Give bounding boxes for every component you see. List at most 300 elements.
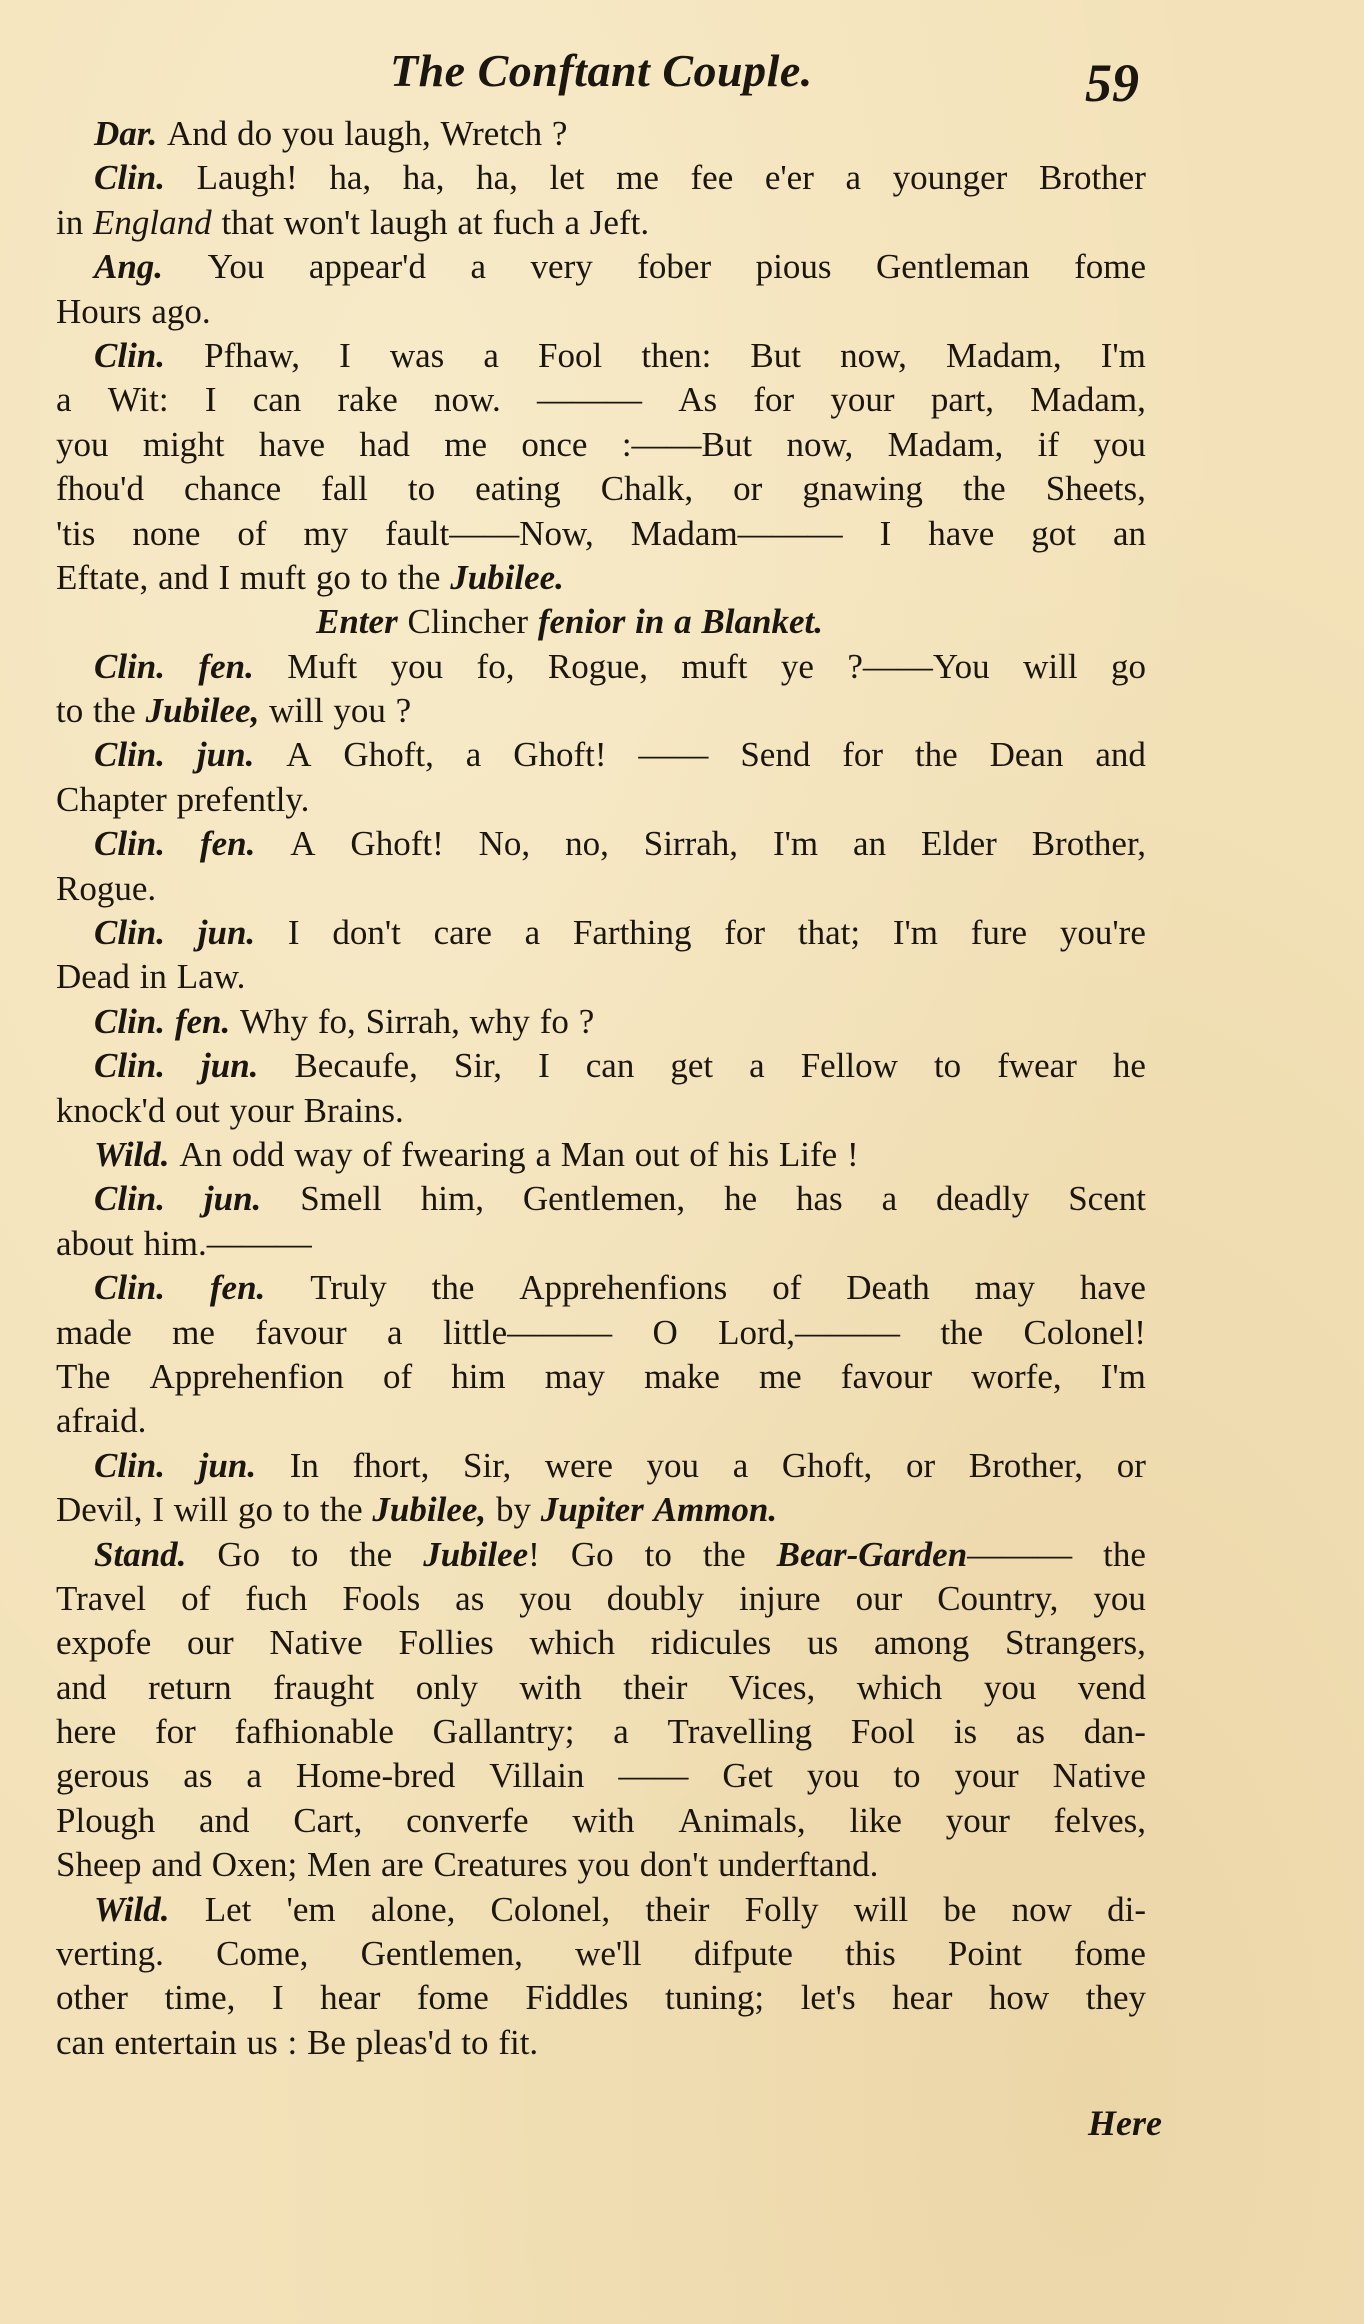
roman-text: ! bbox=[846, 1134, 859, 1174]
word bbox=[651, 1621, 772, 1665]
roman-text: to bbox=[461, 2022, 489, 2062]
word bbox=[915, 733, 958, 777]
word bbox=[718, 1843, 878, 1887]
roman-text: us bbox=[246, 2022, 278, 2062]
roman-text: go bbox=[315, 557, 351, 597]
roman-text: for bbox=[842, 735, 884, 775]
word bbox=[1107, 1888, 1146, 1932]
word bbox=[772, 1266, 801, 1310]
word bbox=[93, 689, 136, 733]
roman-text: alone, bbox=[370, 1889, 456, 1929]
text-line bbox=[56, 1444, 1146, 1488]
roman-text: now, bbox=[786, 424, 854, 464]
roman-text: deadly bbox=[936, 1179, 1030, 1219]
roman-text: Brains. bbox=[303, 1090, 404, 1130]
word bbox=[320, 1488, 363, 1532]
speaker-or-emphasis: Clin. bbox=[94, 913, 166, 953]
roman-text: have bbox=[258, 424, 325, 464]
roman-text: Brother bbox=[1038, 158, 1146, 198]
roman-text: you bbox=[983, 1667, 1037, 1707]
roman-text: Brother, bbox=[1031, 824, 1146, 864]
word bbox=[722, 1754, 773, 1798]
word bbox=[1023, 1311, 1145, 1355]
word bbox=[94, 645, 165, 689]
roman-text: afraid. bbox=[56, 1401, 147, 1441]
roman-text: or bbox=[733, 469, 763, 509]
roman-text: Country, bbox=[937, 1578, 1059, 1618]
word bbox=[291, 1533, 318, 1577]
word bbox=[997, 1044, 1077, 1088]
word bbox=[729, 1666, 815, 1710]
word bbox=[1053, 1754, 1146, 1798]
roman-text: ?——You bbox=[847, 646, 990, 686]
word bbox=[586, 1044, 635, 1088]
roman-text: way bbox=[294, 1134, 353, 1174]
word bbox=[94, 911, 165, 955]
text-line bbox=[56, 1888, 1146, 1932]
roman-text: the bbox=[431, 1268, 475, 1308]
roman-text: You bbox=[207, 247, 265, 287]
speaker-or-emphasis: a bbox=[674, 602, 692, 642]
word bbox=[421, 1177, 484, 1221]
roman-text: had bbox=[359, 424, 410, 464]
word bbox=[1111, 645, 1146, 689]
text-line bbox=[56, 1577, 1146, 1621]
roman-text: an bbox=[1112, 513, 1146, 553]
roman-text: Folly bbox=[744, 1889, 819, 1929]
speaker-or-emphasis: Clin. bbox=[94, 1179, 166, 1219]
word bbox=[344, 112, 431, 156]
word bbox=[151, 1843, 202, 1887]
word bbox=[1031, 512, 1076, 556]
word bbox=[579, 1000, 595, 1044]
roman-text: No, bbox=[478, 824, 531, 864]
roman-text: a bbox=[564, 202, 580, 242]
text-line bbox=[56, 378, 1146, 422]
roman-text: Be bbox=[307, 2022, 346, 2062]
word bbox=[637, 245, 711, 289]
roman-text: fafhionable bbox=[234, 1712, 394, 1752]
speaker-or-emphasis: Bear-Garden bbox=[776, 1534, 968, 1574]
roman-text: make bbox=[644, 1356, 720, 1396]
word bbox=[492, 201, 554, 245]
roman-text: to bbox=[933, 1046, 962, 1086]
speaker-or-emphasis: Clin. bbox=[94, 158, 166, 198]
roman-text: us bbox=[807, 1623, 839, 1663]
roman-text: Rogue. bbox=[56, 868, 157, 908]
word bbox=[601, 467, 693, 511]
roman-text: fober bbox=[637, 247, 712, 287]
roman-text: in bbox=[139, 957, 167, 997]
speaker-or-emphasis: Clin. bbox=[94, 1268, 166, 1308]
word bbox=[928, 512, 994, 556]
word bbox=[830, 378, 894, 422]
roman-text: ——— bbox=[537, 380, 642, 420]
word bbox=[361, 1932, 523, 1976]
roman-text: as bbox=[455, 1578, 485, 1618]
roman-text: you bbox=[56, 424, 109, 464]
word bbox=[144, 1222, 312, 1266]
word bbox=[733, 1444, 749, 1488]
word bbox=[753, 378, 794, 422]
roman-text: Dead bbox=[56, 957, 130, 997]
word bbox=[108, 378, 169, 422]
roman-text: Dean bbox=[989, 735, 1064, 775]
word bbox=[205, 1888, 252, 1932]
roman-text: the bbox=[702, 1534, 746, 1574]
roman-text: And bbox=[167, 114, 228, 153]
word bbox=[644, 822, 738, 866]
roman-text: of bbox=[237, 513, 267, 553]
roman-text: very bbox=[530, 247, 593, 287]
roman-text: made bbox=[56, 1312, 132, 1352]
roman-text: you bbox=[390, 646, 444, 686]
speaker-or-emphasis: jun. bbox=[198, 1445, 257, 1485]
word bbox=[287, 645, 357, 689]
word bbox=[653, 1311, 678, 1355]
speaker-or-emphasis: fen. bbox=[198, 646, 254, 686]
roman-text: a bbox=[535, 1134, 551, 1174]
word bbox=[1046, 467, 1146, 511]
word bbox=[338, 378, 398, 422]
roman-text: Sheep bbox=[56, 1845, 142, 1885]
roman-text: like bbox=[849, 1800, 902, 1840]
roman-text: I bbox=[218, 557, 231, 597]
word bbox=[851, 1710, 915, 1754]
roman-text: Clincher bbox=[407, 602, 529, 642]
word bbox=[936, 1177, 1029, 1221]
text-line bbox=[56, 867, 1146, 911]
word bbox=[94, 822, 165, 866]
roman-text: di- bbox=[1107, 1889, 1146, 1929]
roman-text: a bbox=[749, 1046, 765, 1086]
roman-text: about bbox=[56, 1223, 134, 1263]
word bbox=[955, 1754, 1019, 1798]
roman-text: Muft bbox=[287, 646, 358, 686]
roman-text: muft bbox=[239, 557, 307, 597]
word bbox=[798, 911, 860, 955]
roman-text: of bbox=[689, 1134, 719, 1174]
word bbox=[455, 1577, 484, 1621]
roman-text: Jeft. bbox=[589, 202, 650, 242]
roman-text: as bbox=[183, 1756, 213, 1796]
roman-text: if bbox=[1037, 424, 1060, 464]
roman-text: pleas'd bbox=[355, 2022, 452, 2062]
roman-text: the bbox=[914, 735, 958, 775]
word bbox=[197, 156, 298, 200]
speaker-or-emphasis: in bbox=[635, 602, 665, 642]
word bbox=[575, 1932, 642, 1976]
word bbox=[1068, 1177, 1146, 1221]
speaker-or-emphasis: Dar. bbox=[94, 114, 158, 153]
text-line bbox=[56, 112, 1146, 156]
word bbox=[152, 1488, 164, 1532]
roman-text: I'm bbox=[1100, 1356, 1146, 1396]
roman-text: pious bbox=[755, 247, 832, 287]
word bbox=[678, 378, 717, 422]
word bbox=[545, 1444, 613, 1488]
word bbox=[691, 156, 734, 200]
word bbox=[94, 1888, 170, 1932]
roman-text: Sirrah, bbox=[643, 824, 739, 864]
roman-text: you bbox=[1093, 424, 1146, 464]
roman-text: only bbox=[415, 1667, 478, 1707]
roman-text: entertain bbox=[114, 2022, 237, 2062]
word bbox=[150, 1355, 344, 1399]
roman-text: Come, bbox=[216, 1934, 309, 1974]
roman-text: a bbox=[524, 913, 541, 953]
text-line bbox=[56, 156, 1146, 200]
word bbox=[56, 867, 156, 911]
roman-text: I bbox=[339, 335, 351, 375]
word bbox=[701, 600, 823, 644]
speaker-or-emphasis: Clin. bbox=[94, 1001, 166, 1041]
roman-text: ? bbox=[578, 1001, 595, 1041]
speaker-or-emphasis: Enter bbox=[316, 602, 398, 642]
roman-text: ha, bbox=[329, 158, 372, 198]
word bbox=[525, 911, 541, 955]
word bbox=[318, 1000, 356, 1044]
word bbox=[218, 556, 230, 600]
word bbox=[174, 1488, 228, 1532]
roman-text: Follies bbox=[398, 1623, 494, 1663]
word bbox=[552, 112, 568, 156]
roman-text: can bbox=[585, 1046, 635, 1086]
word bbox=[310, 1266, 387, 1310]
speaker-or-emphasis: Clin. bbox=[94, 735, 166, 775]
word bbox=[255, 1311, 346, 1355]
word bbox=[56, 2021, 105, 2065]
word bbox=[199, 1444, 256, 1488]
roman-text: this bbox=[845, 1934, 896, 1974]
roman-text: we'll bbox=[575, 1934, 642, 1974]
word bbox=[94, 1533, 186, 1577]
roman-text: him, bbox=[420, 1179, 484, 1219]
word bbox=[205, 378, 217, 422]
word bbox=[946, 334, 1062, 378]
roman-text: Go bbox=[570, 1534, 614, 1574]
roman-text: fraught bbox=[273, 1667, 375, 1707]
word bbox=[391, 645, 444, 689]
word bbox=[94, 334, 165, 378]
text-line bbox=[56, 1932, 1146, 1976]
speaker-or-emphasis: Wild. bbox=[94, 1134, 170, 1174]
stage-direction-line bbox=[56, 600, 1146, 644]
roman-text: to bbox=[360, 557, 388, 597]
roman-text: Fellow bbox=[800, 1046, 898, 1086]
roman-text: go bbox=[238, 1490, 274, 1530]
roman-text: and bbox=[56, 1667, 107, 1707]
word bbox=[356, 2021, 452, 2065]
roman-text: our bbox=[855, 1578, 903, 1618]
roman-text: Madam, bbox=[1030, 380, 1146, 420]
roman-text: Animals, bbox=[678, 1800, 806, 1840]
text-line bbox=[56, 1133, 1146, 1177]
text-line bbox=[56, 1621, 1146, 1665]
word bbox=[937, 1577, 1058, 1621]
text-line bbox=[56, 245, 1146, 289]
roman-text: e'er bbox=[764, 158, 814, 198]
roman-text: why bbox=[469, 1001, 530, 1041]
word bbox=[204, 1177, 261, 1221]
speaker-or-emphasis: Clin. bbox=[94, 335, 166, 375]
roman-text: expofe bbox=[56, 1623, 152, 1663]
roman-text: fo bbox=[539, 1001, 569, 1041]
word bbox=[1084, 1710, 1146, 1754]
word bbox=[906, 1444, 935, 1488]
text-line bbox=[56, 467, 1146, 511]
speaker-or-emphasis: Stand. bbox=[94, 1534, 187, 1574]
word bbox=[616, 156, 659, 200]
roman-text: odd bbox=[231, 1134, 285, 1174]
roman-text: fhort, bbox=[352, 1445, 430, 1485]
word bbox=[779, 1133, 837, 1177]
play-text bbox=[56, 112, 1146, 2065]
word bbox=[94, 245, 163, 289]
roman-text: you bbox=[646, 1445, 700, 1485]
roman-text: ridicules bbox=[650, 1623, 772, 1663]
word bbox=[290, 1444, 319, 1488]
word bbox=[670, 1044, 713, 1088]
roman-text: laugh bbox=[369, 202, 448, 242]
word bbox=[796, 1177, 843, 1221]
roman-text: Devil, bbox=[56, 1490, 143, 1530]
word bbox=[694, 1932, 793, 1976]
word bbox=[210, 1266, 265, 1310]
roman-text: But bbox=[750, 335, 801, 375]
catchword: Here bbox=[1088, 2103, 1162, 2143]
roman-text: a bbox=[470, 247, 487, 287]
roman-text: Farthing bbox=[572, 913, 692, 953]
text-line bbox=[56, 1222, 1146, 1266]
word bbox=[362, 1133, 391, 1177]
word bbox=[846, 1266, 930, 1310]
word bbox=[781, 645, 814, 689]
speaker-or-emphasis: Clin. bbox=[94, 1445, 166, 1485]
word bbox=[1039, 156, 1146, 200]
word bbox=[1074, 245, 1146, 289]
word bbox=[457, 201, 482, 245]
word bbox=[845, 1932, 896, 1976]
roman-text: their bbox=[645, 1889, 710, 1929]
word bbox=[184, 467, 281, 511]
roman-text: with bbox=[519, 1667, 582, 1707]
word bbox=[638, 733, 708, 777]
word bbox=[443, 1311, 612, 1355]
roman-text: your bbox=[945, 1800, 1010, 1840]
roman-text: difpute bbox=[693, 1934, 793, 1974]
roman-text: Gentleman bbox=[876, 247, 1030, 287]
roman-text: do bbox=[237, 114, 273, 153]
roman-text: fuch bbox=[245, 1578, 308, 1618]
roman-text: you bbox=[519, 1578, 572, 1618]
word bbox=[350, 822, 443, 866]
roman-text: fome bbox=[416, 1978, 489, 2018]
roman-text: Rogue, bbox=[547, 646, 648, 686]
word bbox=[434, 1843, 568, 1887]
word bbox=[329, 156, 371, 200]
text-line bbox=[56, 822, 1146, 866]
roman-text: be bbox=[943, 1889, 977, 1929]
text-line bbox=[56, 201, 1146, 245]
roman-text: Eftate, bbox=[56, 557, 149, 597]
word bbox=[444, 423, 487, 467]
word bbox=[931, 378, 994, 422]
roman-text: let's bbox=[800, 1978, 856, 2018]
roman-text: to bbox=[291, 1534, 319, 1574]
roman-text: your bbox=[954, 1756, 1019, 1796]
roman-text: Home-bred bbox=[295, 1756, 456, 1796]
text-line bbox=[56, 290, 1146, 334]
word bbox=[854, 1888, 908, 1932]
roman-text: were bbox=[544, 1445, 613, 1485]
word bbox=[893, 911, 938, 955]
word bbox=[668, 1710, 813, 1754]
word bbox=[304, 1089, 404, 1133]
word bbox=[531, 245, 593, 289]
roman-text: will bbox=[173, 1490, 229, 1530]
roman-text: you bbox=[281, 114, 335, 153]
word bbox=[269, 1621, 362, 1665]
roman-text: let bbox=[549, 158, 585, 198]
roman-text: Plough bbox=[56, 1800, 156, 1840]
word bbox=[571, 1533, 614, 1577]
word bbox=[94, 1266, 165, 1310]
roman-text: the bbox=[397, 557, 441, 597]
word bbox=[989, 1976, 1049, 2020]
italic-text: England bbox=[93, 202, 212, 242]
roman-text: ago. bbox=[151, 291, 211, 331]
speaker-or-emphasis: Jubilee bbox=[423, 1534, 529, 1574]
roman-text: fall bbox=[321, 469, 368, 509]
roman-text: now. bbox=[434, 380, 501, 420]
word bbox=[217, 1533, 260, 1577]
roman-text: you're bbox=[1059, 913, 1146, 953]
word bbox=[733, 467, 762, 511]
running-head bbox=[0, 38, 1364, 113]
word bbox=[1095, 733, 1146, 777]
word bbox=[56, 778, 167, 822]
roman-text: Colonel, bbox=[490, 1889, 611, 1929]
roman-text: Madam, bbox=[945, 335, 1062, 375]
word bbox=[396, 689, 412, 733]
roman-text: may bbox=[544, 1356, 605, 1396]
word bbox=[94, 1044, 165, 1088]
roman-text: with bbox=[572, 1800, 635, 1840]
word bbox=[1005, 1621, 1146, 1665]
word bbox=[613, 1710, 629, 1754]
word bbox=[703, 1533, 746, 1577]
word bbox=[94, 733, 165, 777]
word bbox=[529, 1621, 615, 1665]
roman-text: Chapter bbox=[56, 779, 167, 819]
word bbox=[641, 334, 711, 378]
word bbox=[1086, 1976, 1146, 2020]
roman-text: my bbox=[303, 513, 349, 553]
roman-text: our bbox=[186, 1623, 234, 1663]
roman-text: ? bbox=[395, 691, 412, 731]
word bbox=[1113, 1044, 1146, 1088]
word bbox=[94, 1133, 170, 1177]
text-line bbox=[56, 1044, 1146, 1088]
text-line bbox=[56, 1843, 1146, 1887]
word bbox=[541, 1488, 644, 1532]
roman-text: Get bbox=[722, 1756, 773, 1796]
word bbox=[647, 1444, 700, 1488]
speaker-or-emphasis: jun. bbox=[203, 1179, 262, 1219]
word bbox=[801, 1044, 898, 1088]
word bbox=[246, 1754, 262, 1798]
